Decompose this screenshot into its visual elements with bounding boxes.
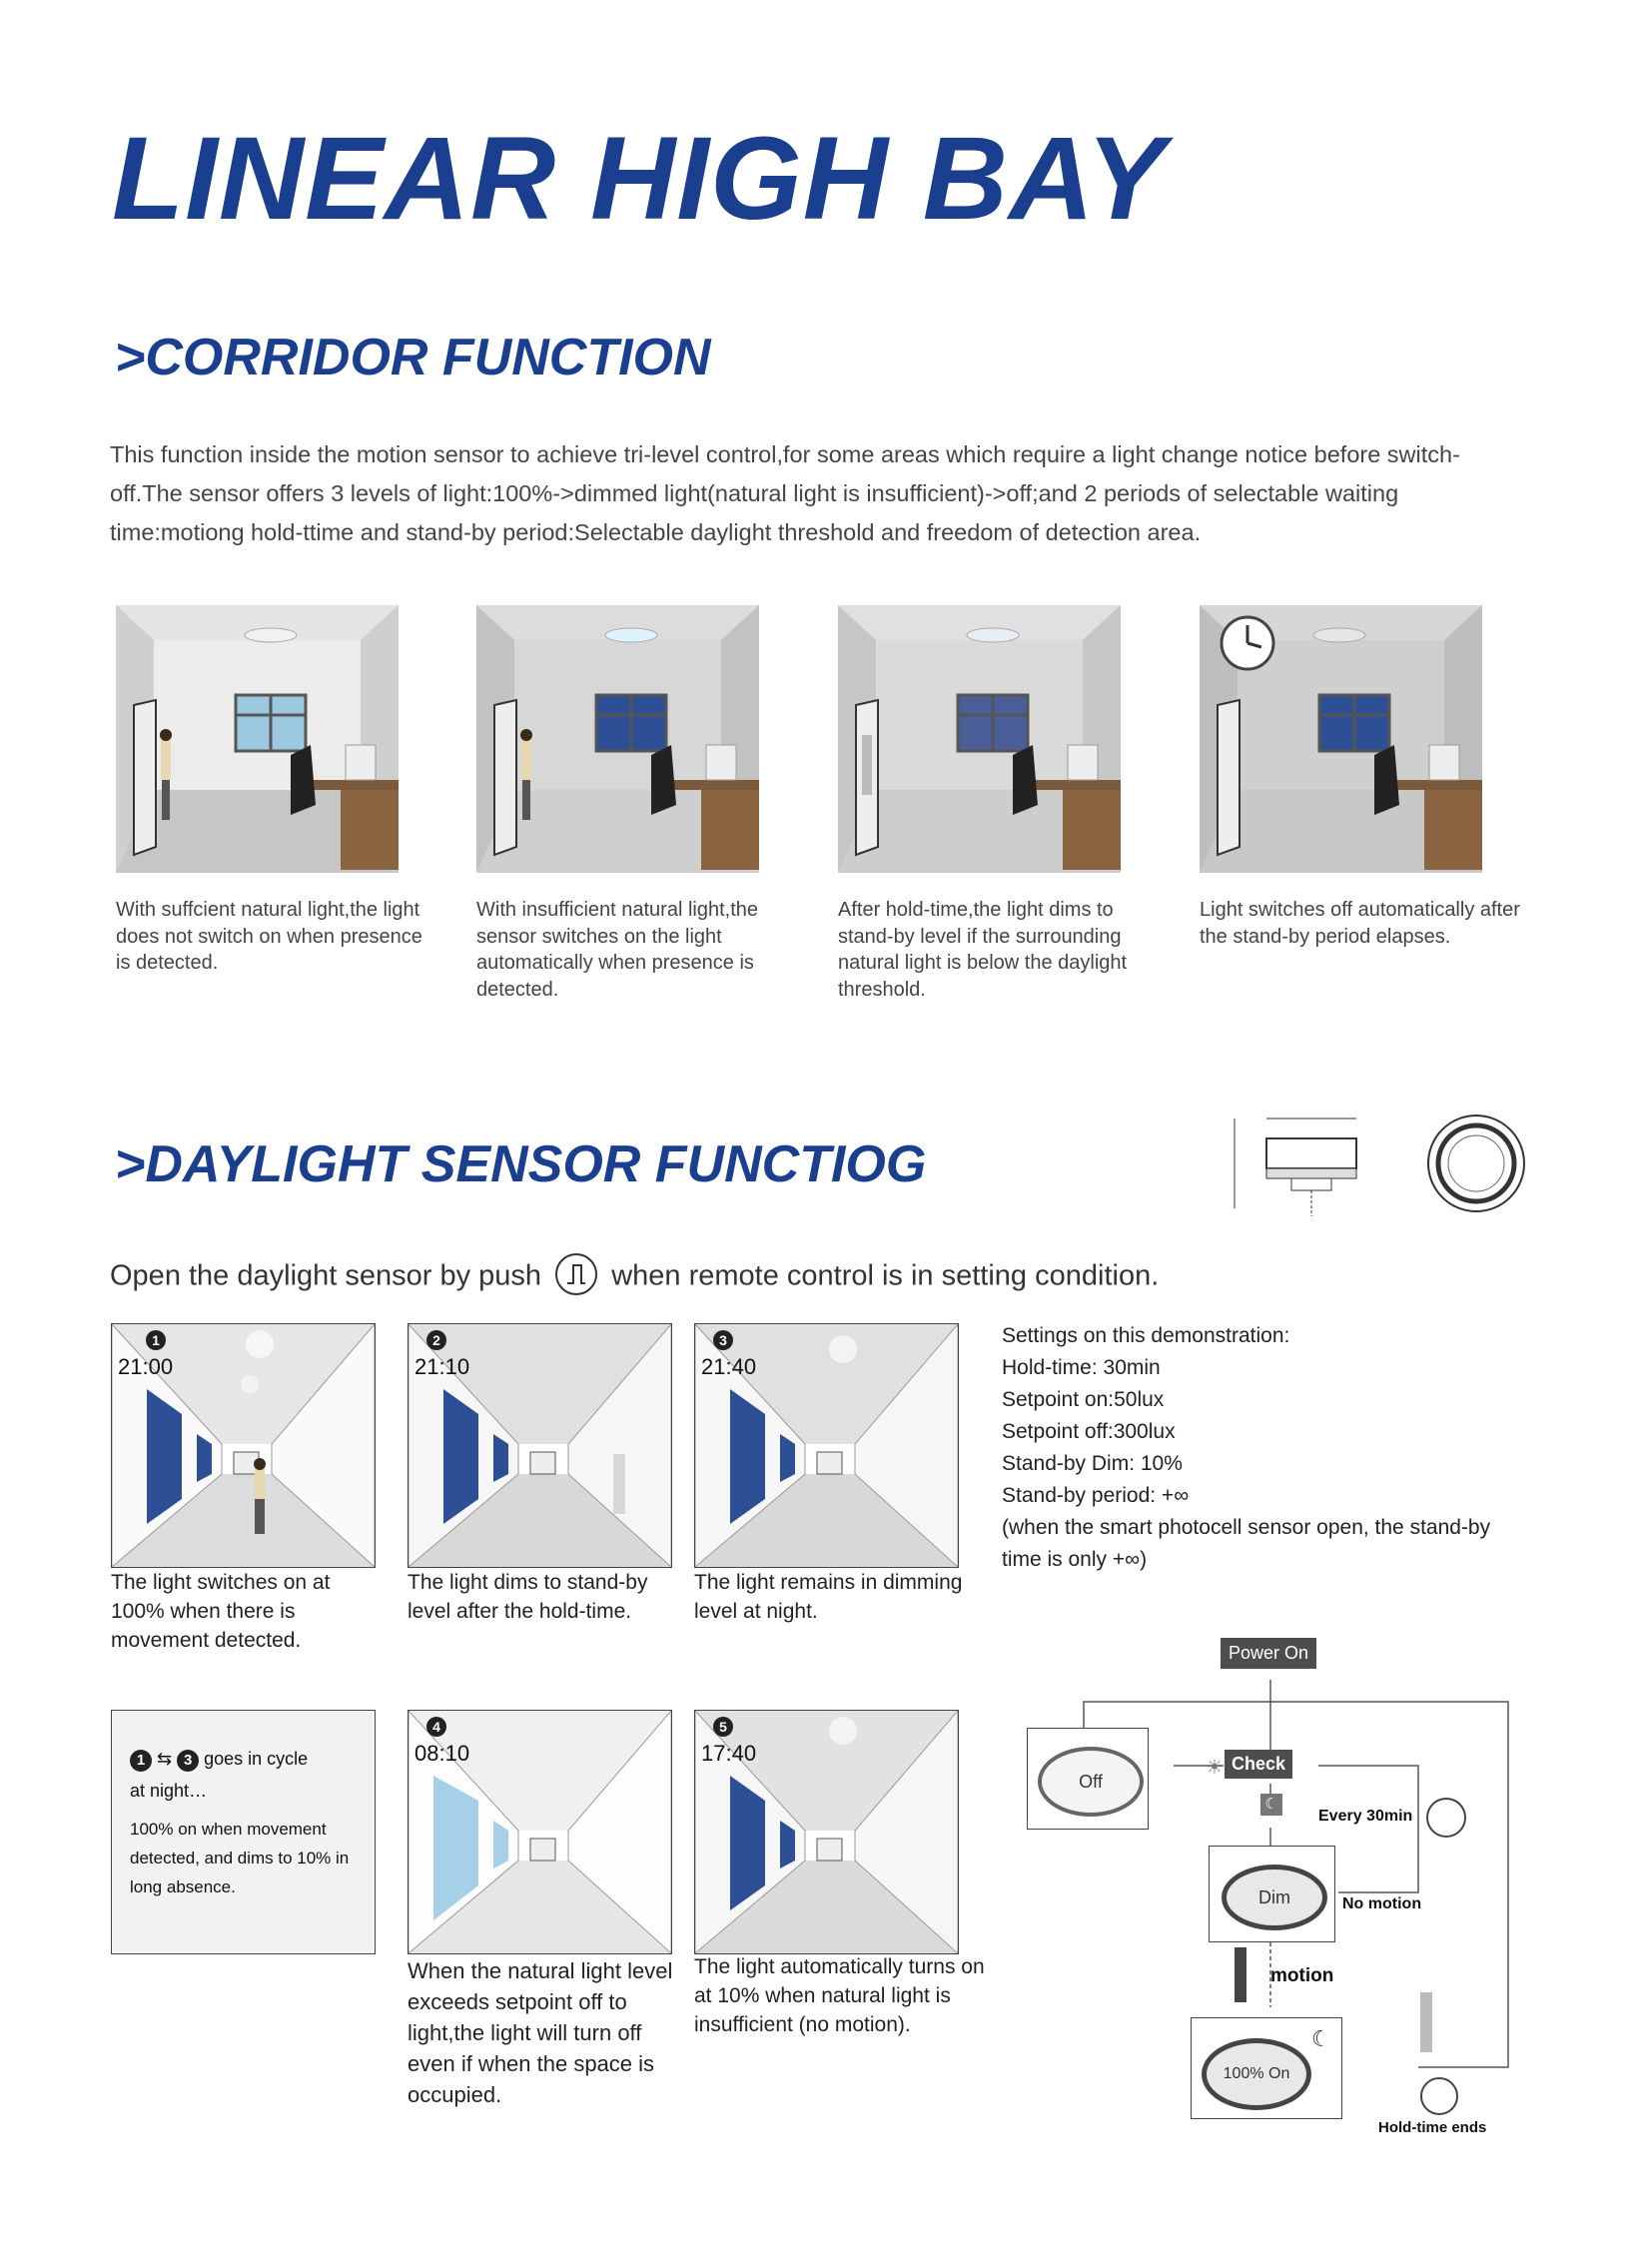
cycle-text-1: goes in cycle <box>204 1749 309 1769</box>
cycle-note-box <box>111 1710 376 1954</box>
office-scene-4 <box>1200 605 1482 873</box>
panel-4-time: 08:10 <box>414 1741 470 1766</box>
setting-hold-time: Hold-time: 30min <box>1002 1356 1161 1379</box>
panel-2-caption: The light dims to stand-by level after the hold-time. <box>408 1571 648 1623</box>
flow-dim-lamp: Dim <box>1222 1865 1327 1930</box>
night-moon-icon: ☾ <box>1311 2026 1331 2051</box>
cycle-text-3: 100% on when movement detected, and dims to 10% in long absence. <box>130 1820 350 1896</box>
corridor-panel-1 <box>111 1323 376 1568</box>
settings-list <box>1002 1320 1521 1576</box>
sun-icon: ☀ <box>1206 1757 1224 1779</box>
panel-2-number: 2 <box>426 1330 446 1350</box>
daylight-sensor-button-icon <box>555 1253 597 1295</box>
panel-4-caption: When the natural light level exceeds setpoint off to light,the light will turn off even if when the space is occupied. <box>408 1958 673 2107</box>
flow-dim-box <box>1209 1846 1335 1942</box>
daylight-heading: >DAYLIGHT SENSOR FUNCTIOG <box>115 1135 927 1193</box>
person-icon <box>1235 1947 1246 2002</box>
setting-setpoint-off: Setpoint off:300lux <box>1002 1420 1176 1443</box>
corridor-caption-3: After hold-time,the light dims to stand-by level if the surrounding natural light is below the daylight threshold. <box>838 899 1128 1001</box>
clock-icon-2 <box>1420 2077 1458 2115</box>
office-scene-1 <box>116 605 399 873</box>
panel-4-number: 4 <box>426 1717 446 1737</box>
flow-no-motion: No motion <box>1342 1895 1422 1912</box>
corridor-panel-3 <box>694 1323 959 1568</box>
corridor-caption-4: Light switches off automatically after the stand-by period elapses. <box>1200 899 1520 948</box>
panel-3-time: 21:40 <box>701 1354 757 1379</box>
corridor-panel-5 <box>694 1710 959 1954</box>
corridor-intro: This function inside the motion sensor to achieve tri-level control,for some areas which require a light change notice before switch-off.The sensor offers 3 levels of light:100%->dimmed light(natural light is insufficient)->off;and 2 periods of selectable waiting time:motiong hold-ttime and stand-by period:Selectable daylight threshold and freedom of detection area. <box>110 441 1460 545</box>
panel-3-number: 3 <box>713 1330 733 1350</box>
page-title: LINEAR HIGH BAY <box>112 113 1167 245</box>
cycle-to-number: 3 <box>177 1750 199 1772</box>
cycle-line-1 <box>130 1749 308 1772</box>
setting-setpoint-on: Setpoint on:50lux <box>1002 1388 1165 1411</box>
flow-on-box <box>1191 2017 1342 2119</box>
setting-standby-dim: Stand-by Dim: 10% <box>1002 1452 1183 1475</box>
corridor-panel-4 <box>408 1710 672 1954</box>
setting-standby-period: Stand-by period: +∞ <box>1002 1484 1190 1507</box>
corridor-caption-1: With suffcient natural light,the light does not switch on when presence is detected. <box>116 899 422 974</box>
moon-icon: ☾ <box>1260 1794 1282 1816</box>
panel-1-number: 1 <box>146 1330 166 1350</box>
setting-note: (when the smart photocell sensor open, the stand-by time is only +∞) <box>1002 1516 1491 1571</box>
panel-1-caption: The light switches on at 100% when there is movement detected. <box>111 1571 331 1652</box>
flow-off-lamp: Off <box>1038 1747 1144 1817</box>
flow-hold-ends: Hold-time ends <box>1378 2119 1487 2136</box>
flow-power-on: Power On <box>1221 1638 1316 1669</box>
flow-off-box <box>1027 1728 1149 1830</box>
sensor-technical-drawing <box>1227 1109 1566 1223</box>
panel-5-time: 17:40 <box>701 1741 757 1766</box>
push-text-before: Open the daylight sensor by push <box>110 1259 542 1292</box>
office-scene-3 <box>838 605 1121 873</box>
panel-5-caption: The light automatically turns on at 10% when natural light is insufficient (no motion). <box>694 1955 985 2036</box>
cycle-from-number: 1 <box>130 1750 152 1772</box>
flow-every: Every 30min <box>1318 1808 1413 1825</box>
panel-3-caption: The light remains in dimming level at night. <box>694 1571 963 1623</box>
cycle-text-2: at night… <box>130 1781 208 1801</box>
panel-1-time: 21:00 <box>118 1354 174 1379</box>
panel-5-number: 5 <box>713 1717 733 1737</box>
clock-icon <box>1426 1798 1466 1838</box>
push-instruction <box>110 1256 1159 1298</box>
flow-on-lamp: 100% On <box>1202 2038 1311 2110</box>
flow-motion: motion <box>1270 1965 1334 1986</box>
cycle-arrow-icon: ⇆ <box>157 1749 173 1769</box>
ghost-person-icon <box>1420 1992 1432 2052</box>
push-text-after: when remote control is in setting condition. <box>611 1259 1160 1292</box>
settings-heading: Settings on this demonstration: <box>1002 1324 1290 1347</box>
corridor-caption-2: With insufficient natural light,the sensor switches on the light automatically when presence is detected. <box>476 899 759 1001</box>
corridor-heading: >CORRIDOR FUNCTION <box>115 329 711 386</box>
flow-check: Check <box>1225 1750 1292 1779</box>
corridor-panel-2 <box>408 1323 672 1568</box>
panel-2-time: 21:10 <box>414 1354 470 1379</box>
office-scene-2 <box>476 605 759 873</box>
